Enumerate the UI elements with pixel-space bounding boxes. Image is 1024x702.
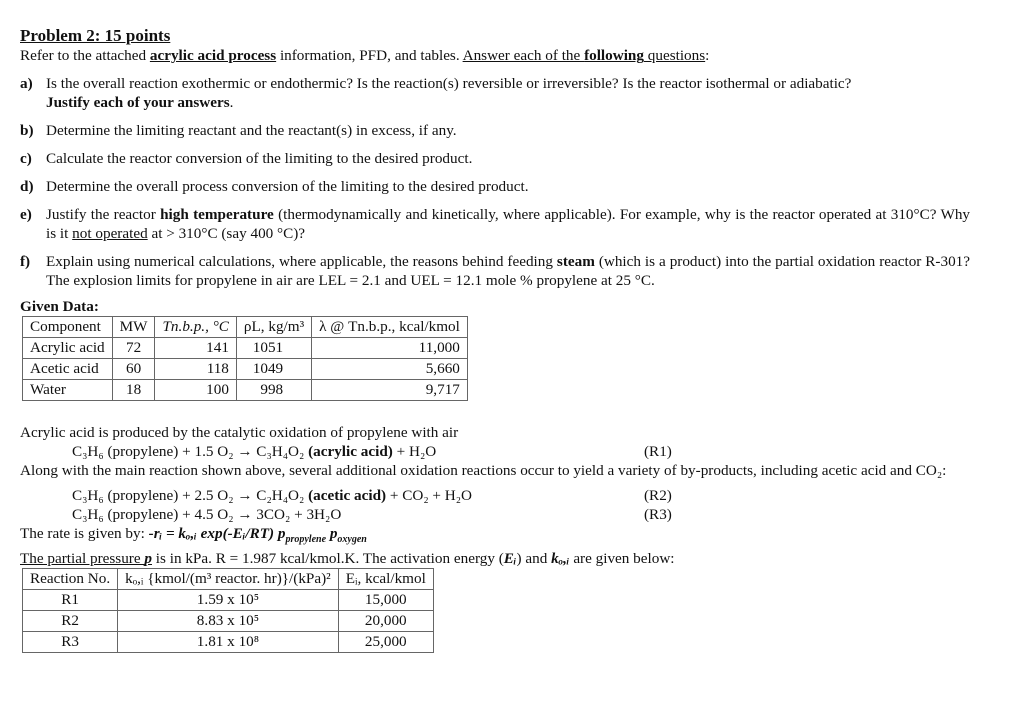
cell: 5,660 xyxy=(312,359,468,380)
cell: 998 xyxy=(236,380,311,401)
rate-sub-propylene: propylene xyxy=(285,534,327,546)
question-label: b) xyxy=(20,122,34,139)
partial-text: is in kPa. R = 1.987 kcal/kmol.K. The activation energy ( xyxy=(152,550,504,568)
given-data-table xyxy=(22,316,468,401)
cell: Acetic acid xyxy=(23,359,113,380)
partial-k: kₒ,ᵢ xyxy=(551,550,570,568)
question-end: at > 310°C (say 400 °C)? xyxy=(147,225,306,242)
col-header: ρL, kg/m³ xyxy=(236,317,311,338)
cell: Water xyxy=(23,380,113,401)
col-header: Component xyxy=(23,317,113,338)
intro-questions: questions xyxy=(643,47,706,64)
table-row xyxy=(23,611,434,632)
partial-pressure-label: The partial pressure xyxy=(20,550,145,568)
partial-pressure-line xyxy=(20,549,970,568)
intro-process-link: acrylic acid process xyxy=(149,47,277,64)
question-pre: Justify the reactor xyxy=(46,206,161,223)
question-label: f) xyxy=(20,253,31,270)
rate-p: p xyxy=(326,525,338,542)
cell: 18 xyxy=(112,380,155,401)
col-header: λ @ Tn.b.p., kcal/kmol xyxy=(312,317,468,338)
question-pre: Explain using numerical calculations, where applicable, the reasons behind feeding xyxy=(46,253,557,270)
question-f xyxy=(20,252,970,290)
partial-e: Eᵢ xyxy=(503,550,517,568)
intro-following: following xyxy=(584,47,644,64)
col-header: MW xyxy=(112,317,155,338)
col-header: Tn.b.p., °C xyxy=(155,317,236,338)
col-header: kₒ,ᵢ {kmol/(m³ reactor. hr)}/(kPa)² xyxy=(118,569,339,590)
cell: 60 xyxy=(112,359,155,380)
cell: 11,000 xyxy=(312,338,468,359)
question-underlined: not operated xyxy=(72,225,148,242)
partial-and: ) and xyxy=(516,550,552,568)
problem-title: Problem 2: 15 points xyxy=(20,26,171,45)
table-header-row xyxy=(23,569,434,590)
question-end: (which is a product) into the partial oxidation reactor R-301? The explosion limits for propylene in air are LEL = 2.1 and UEL = 12.1 mole % propylene at 25 °C. xyxy=(46,253,970,289)
cell: 20,000 xyxy=(338,611,433,632)
question-label: d) xyxy=(20,178,34,195)
reaction-tag: (R2) xyxy=(644,487,672,504)
table-row xyxy=(23,338,468,359)
question-end: . xyxy=(229,94,234,111)
question-text: Calculate the reactor conversion of the limiting to the desired product. xyxy=(46,150,473,167)
question-label: a) xyxy=(20,75,33,92)
table-row xyxy=(23,380,468,401)
question-c xyxy=(20,149,970,168)
question-mid: (thermodynamically and kinetically, where applicable). For example, why is the reactor operated at 310°C? Why is it xyxy=(46,206,971,242)
table-row xyxy=(23,632,434,653)
rate-sub-oxygen: oxygen xyxy=(337,534,367,546)
cell: 8.83 x 10⁵ xyxy=(118,611,339,632)
partial-end: are given below: xyxy=(569,550,675,568)
question-d xyxy=(20,177,970,196)
reaction-rhs: + H₂O xyxy=(392,443,437,460)
question-b xyxy=(20,121,970,140)
cell: 9,717 xyxy=(312,380,468,401)
table-row xyxy=(23,359,468,380)
kinetics-table xyxy=(22,568,434,653)
given-data-title: Given Data: xyxy=(20,298,99,315)
cell: 100 xyxy=(155,380,236,401)
cell: 1.81 x 10⁸ xyxy=(118,632,339,653)
cell: 1049 xyxy=(236,359,311,380)
question-bold: steam xyxy=(556,253,595,270)
reaction-product: (acrylic acid) xyxy=(308,443,393,460)
cell: 141 xyxy=(155,338,236,359)
cell: 118 xyxy=(155,359,236,380)
question-label: c) xyxy=(20,150,32,167)
question-text: Determine the overall process conversion of the limiting to the desired product. xyxy=(46,178,529,195)
reaction-lhs: C₃H₆ (propylene) + 2.5 O₂ → C₂H₄O₂ xyxy=(72,487,309,504)
col-header: Eᵢ, kcal/kmol xyxy=(338,569,433,590)
question-bold: high temperature xyxy=(160,206,274,223)
cell: R1 xyxy=(23,590,118,611)
intro-answer-text: Answer each of the xyxy=(462,47,585,64)
problem-document xyxy=(20,26,970,653)
intro-colon: : xyxy=(705,47,710,64)
col-header: Reaction No. xyxy=(23,569,118,590)
side-reactions-text: Along with the main reaction shown above, several additional oxidation reactions occur to yield a variety of by-products, including acetic acid and CO₂: xyxy=(20,462,947,479)
reaction-r1 xyxy=(72,442,970,461)
intro-pre: Refer to the attached xyxy=(20,47,150,64)
cell: 1.59 x 10⁵ xyxy=(118,590,339,611)
question-e xyxy=(20,205,970,243)
reaction-lhs: C₃H₆ (propylene) + 1.5 O₂ → C₃H₄O₂ xyxy=(72,443,309,460)
rate-equation: -rᵢ = kₒ,ᵢ exp(-Eᵢ/RT) p xyxy=(148,525,286,542)
question-label: e) xyxy=(20,206,32,223)
rate-pre: The rate is given by: xyxy=(20,525,149,542)
cell: R2 xyxy=(23,611,118,632)
reaction-lhs: C₃H₆ (propylene) + 4.5 O₂ → 3CO₂ + 3H₂O xyxy=(72,506,342,523)
intro-line xyxy=(20,46,970,65)
intro-mid: information, PFD, and tables. xyxy=(276,47,463,64)
cell: R3 xyxy=(23,632,118,653)
reaction-product: (acetic acid) xyxy=(308,487,387,504)
question-bold: Justify each of your answers xyxy=(46,94,230,111)
reaction-r2 xyxy=(72,486,970,505)
cell: 1051 xyxy=(236,338,311,359)
cell: Acrylic acid xyxy=(23,338,113,359)
reaction-tag: (R1) xyxy=(644,443,672,460)
question-a xyxy=(20,74,970,112)
question-text: Determine the limiting reactant and the reactant(s) in excess, if any. xyxy=(46,122,457,139)
partial-p: p xyxy=(144,550,152,568)
reaction-tag: (R3) xyxy=(644,506,672,523)
cell: 72 xyxy=(112,338,155,359)
cell: 25,000 xyxy=(338,632,433,653)
reaction-rhs: + CO₂ + H₂O xyxy=(386,487,473,504)
rate-law xyxy=(20,524,970,549)
cell: 15,000 xyxy=(338,590,433,611)
table-header-row xyxy=(23,317,468,338)
question-text: Is the overall reaction exothermic or endothermic? Is the reaction(s) reversible or irreversible? Is the reactor isothermal or adiabatic? xyxy=(46,75,852,92)
reaction-r3 xyxy=(72,505,970,524)
reaction-intro: Acrylic acid is produced by the catalytic oxidation of propylene with air xyxy=(20,424,459,441)
table-row xyxy=(23,590,434,611)
